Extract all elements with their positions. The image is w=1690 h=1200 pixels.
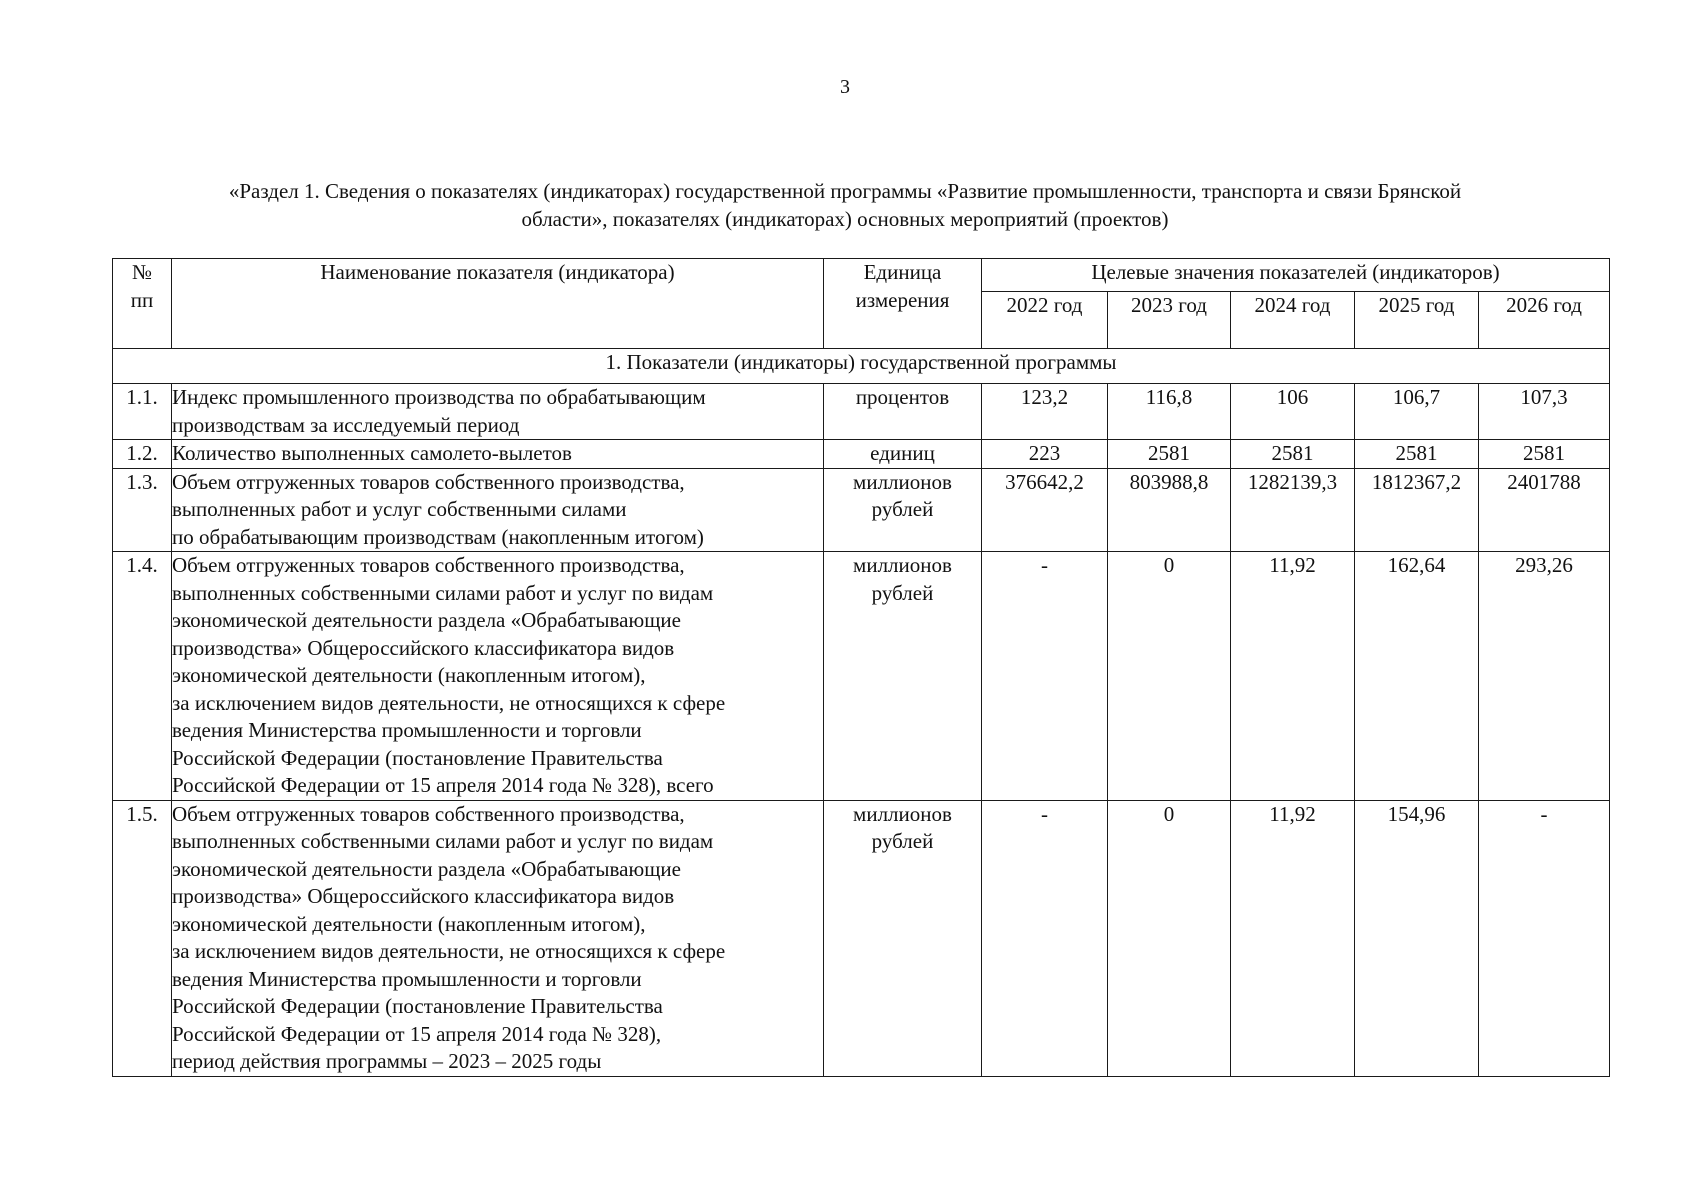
indicator-name-line: производства» Общероссийского классификатора видов (172, 884, 675, 908)
value-2026: 2581 (1479, 440, 1610, 469)
unit-cell (824, 468, 982, 552)
value-2025: 2581 (1355, 440, 1479, 469)
section-title-line-1: «Раздел 1. Сведения о показателях (индикаторах) государственной программы «Развитие промышленности, транспорта и связи Брянской (228, 179, 1462, 203)
value-2026: 2401788 (1479, 468, 1610, 552)
header-unit-line-1: Единица (863, 260, 942, 284)
unit-cell (824, 384, 982, 440)
indicator-name-line: Российской Федерации (постановление Правительства (172, 745, 663, 770)
unit-line: миллионов (853, 469, 952, 494)
value-2022: 223 (982, 440, 1108, 469)
indicator-name-line: производства» Общероссийского классификатора видов (172, 635, 675, 660)
table-row (113, 440, 1610, 469)
indicator-name (172, 800, 824, 1076)
indicator-name-line: выполненных собственными силами работ и услуг по видам (172, 829, 714, 853)
indicator-name-line: за исключением видов деятельности, не относящихся к сфере (172, 690, 726, 715)
value-2022: 123,2 (982, 384, 1108, 440)
indicator-name (172, 384, 824, 440)
header-year-2023: 2023 год (1108, 292, 1231, 349)
indicator-name-line: экономической деятельности раздела «Обрабатывающие (172, 856, 681, 881)
header-num (113, 259, 172, 349)
indicator-name-line: производствам за исследуемый период (172, 412, 520, 437)
indicator-name-line: Объем отгруженных товаров собственного производства, (172, 801, 685, 826)
indicator-name (172, 552, 824, 801)
indicator-name-line: период действия программы – 2023 – 2025 годы (172, 1049, 602, 1073)
section-row (113, 349, 1610, 384)
indicators-table (112, 258, 1610, 1077)
unit-line: рублей (871, 829, 934, 853)
indicator-name-line: экономической деятельности (накопленным итогом), (172, 663, 646, 687)
row-number: 1.2. (113, 440, 172, 469)
header-num-line-1: № (131, 260, 153, 284)
header-unit-line-2: измерения (855, 287, 950, 312)
value-2025: 154,96 (1355, 800, 1479, 1076)
indicator-name-line: по обрабатывающим производствам (накопленным итогом) (172, 524, 704, 549)
row-number: 1.3. (113, 468, 172, 552)
header-year-2025: 2025 год (1355, 292, 1479, 349)
unit-line: миллионов (853, 801, 952, 826)
section-title (120, 177, 1570, 233)
value-2024: 11,92 (1231, 800, 1355, 1076)
unit-cell (824, 552, 982, 801)
value-2023: 803988,8 (1108, 468, 1231, 552)
indicator-name-line: Объем отгруженных товаров собственного производства, (172, 553, 685, 577)
table-row (113, 468, 1610, 552)
section-title-line-2: области», показателях (индикаторах) основных мероприятий (проектов) (521, 207, 1169, 231)
unit-line: рублей (871, 497, 934, 521)
table-row (113, 384, 1610, 440)
header-year-2026: 2026 год (1479, 292, 1610, 349)
row-number: 1.1. (113, 384, 172, 440)
page-number-text: 3 (840, 76, 850, 98)
value-2024: 1282139,3 (1231, 468, 1355, 552)
header-num-line-2: пп (130, 287, 154, 312)
indicator-name-line: за исключением видов деятельности, не относящихся к сфере (172, 939, 726, 963)
unit-line: миллионов (853, 553, 952, 577)
header-row-top (113, 259, 1610, 292)
indicator-name (172, 440, 824, 469)
table-row (113, 552, 1610, 801)
indicator-name-line: экономической деятельности (накопленным итогом), (172, 911, 646, 936)
unit-cell (824, 440, 982, 469)
value-2022: - (982, 800, 1108, 1076)
value-2023: 0 (1108, 552, 1231, 801)
header-unit (824, 259, 982, 349)
value-2026: 107,3 (1479, 384, 1610, 440)
value-2025: 162,64 (1355, 552, 1479, 801)
indicator-name-line: Российской Федерации (постановление Правительства (172, 994, 663, 1018)
value-2024: 11,92 (1231, 552, 1355, 801)
value-2024: 106 (1231, 384, 1355, 440)
value-2023: 2581 (1108, 440, 1231, 469)
value-2022: - (982, 552, 1108, 801)
indicator-name-line: Объем отгруженных товаров собственного производства, (172, 469, 685, 494)
indicator-name-line: Российской Федерации от 15 апреля 2014 года № 328), (172, 1021, 662, 1046)
unit-line: единиц (870, 441, 935, 465)
indicator-name-line: Российской Федерации от 15 апреля 2014 года № 328), всего (172, 773, 714, 797)
value-2026: - (1479, 800, 1610, 1076)
row-number: 1.4. (113, 552, 172, 801)
value-2023: 0 (1108, 800, 1231, 1076)
header-target-values: Целевые значения показателей (индикаторов) (982, 259, 1610, 292)
value-2025: 1812367,2 (1355, 468, 1479, 552)
indicator-name-line: выполненных собственными силами работ и услуг по видам (172, 580, 714, 605)
value-2022: 376642,2 (982, 468, 1108, 552)
value-2024: 2581 (1231, 440, 1355, 469)
indicator-name-line: выполненных работ и услуг собственными силами (172, 497, 627, 521)
section-label: 1. Показатели (индикаторы) государственной программы (113, 349, 1610, 384)
value-2025: 106,7 (1355, 384, 1479, 440)
indicator-name-line: ведения Министерства промышленности и торговли (172, 718, 642, 742)
page-number (0, 76, 1690, 99)
header-name: Наименование показателя (индикатора) (172, 259, 824, 349)
unit-cell (824, 800, 982, 1076)
header-year-2024: 2024 год (1231, 292, 1355, 349)
value-2026: 293,26 (1479, 552, 1610, 801)
table-row (113, 800, 1610, 1076)
indicator-name-line: экономической деятельности раздела «Обрабатывающие (172, 608, 681, 632)
indicator-name-line: Индекс промышленного производства по обрабатывающим (172, 385, 706, 409)
indicator-name-line: ведения Министерства промышленности и торговли (172, 966, 642, 991)
unit-line: рублей (871, 580, 934, 605)
header-year-2022: 2022 год (982, 292, 1108, 349)
indicator-name-line: Количество выполненных самолето-вылетов (172, 441, 572, 465)
unit-line: процентов (855, 385, 950, 409)
row-number: 1.5. (113, 800, 172, 1076)
value-2023: 116,8 (1108, 384, 1231, 440)
indicator-name (172, 468, 824, 552)
